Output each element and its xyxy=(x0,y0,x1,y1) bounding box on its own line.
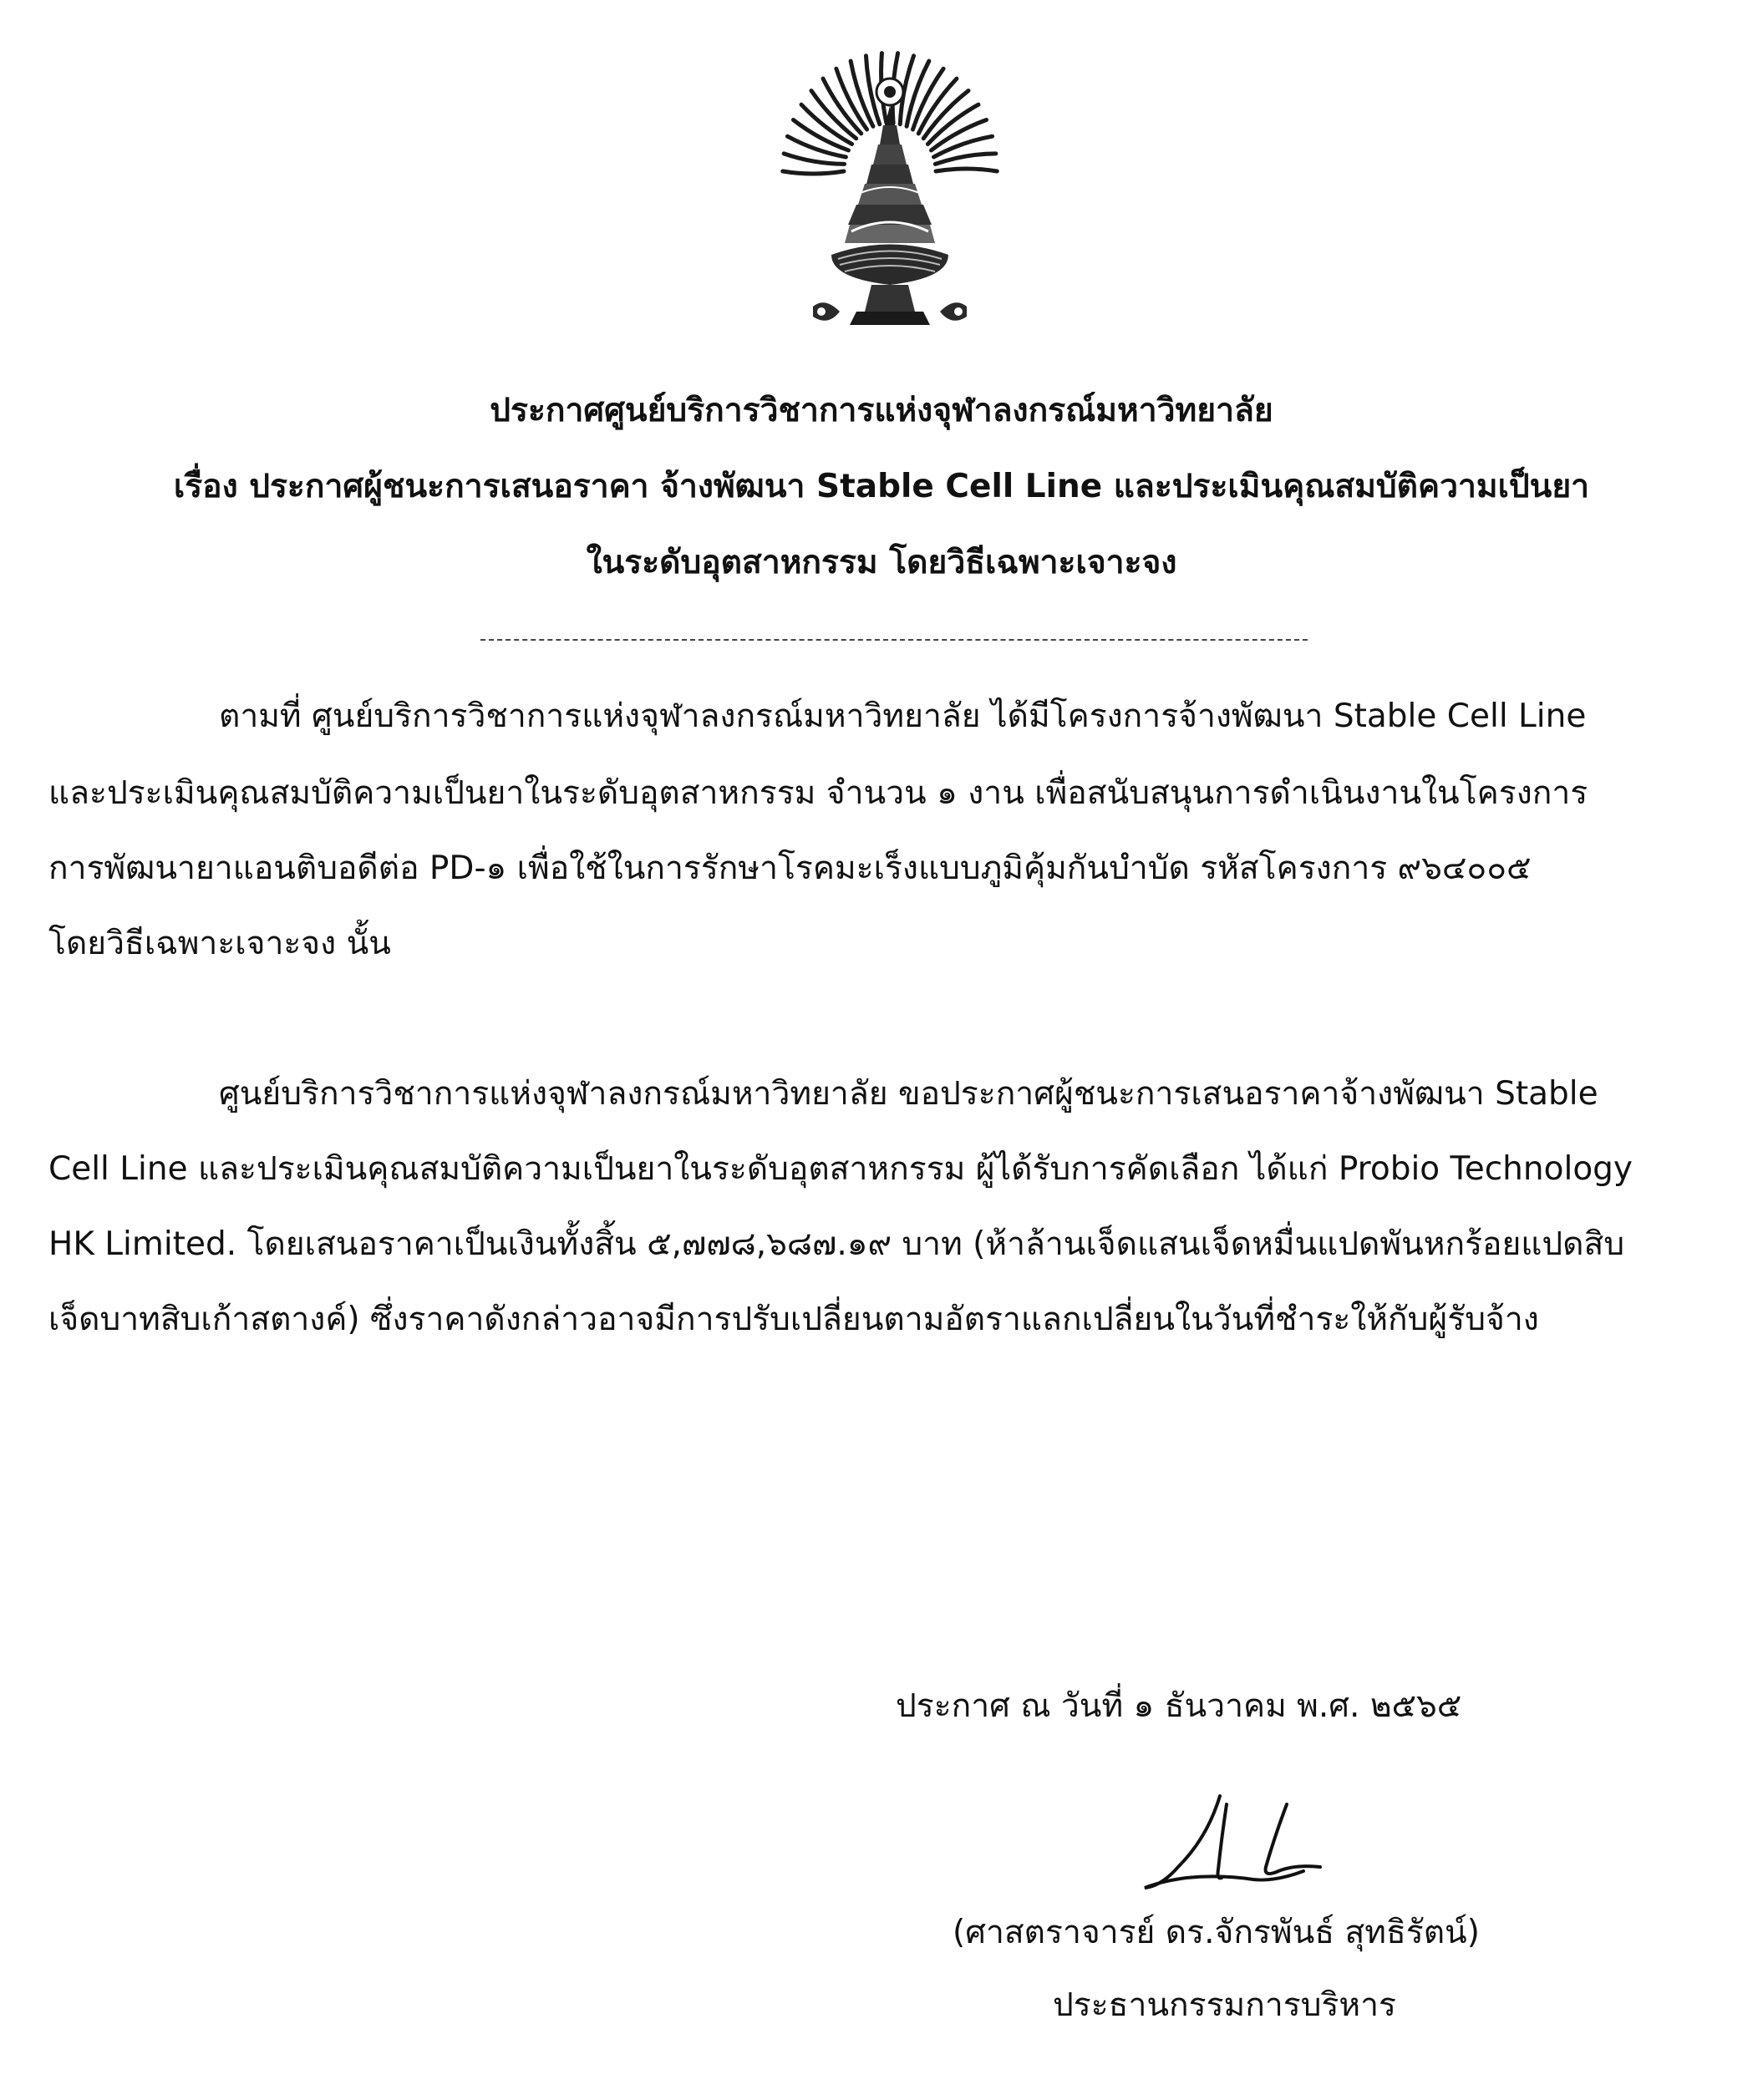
paragraph-1-line-2: และประเมินคุณสมบัติความเป็นยาในระดับอุตสาหกรรม จำนวน ๑ งาน เพื่อสนับสนุนการดำเนินงานในโครงการ xyxy=(48,774,1588,812)
paragraph-1-line-4: โดยวิธีเฉพาะเจาะจง นั้น xyxy=(48,925,391,962)
announcement-date: ประกาศ ณ วันที่ ๑ ธันวาคม พ.ศ. ๒๕๖๕ xyxy=(896,1687,1462,1725)
announcement-subject-line-2: ในระดับอุตสาหกรรม โดยวิธีเฉพาะเจาะจง xyxy=(586,544,1177,581)
paragraph-2-line-2: Cell Line และประเมินคุณสมบัติความเป็นยาในระดับอุตสาหกรรม ผู้ได้รับการคัดเลือก ได้แก่ Probio Technology xyxy=(48,1150,1633,1188)
paragraph-2-line-4: เจ็ดบาทสิบเก้าสตางค์) ซึ่งราคาดังกล่าวอาจมีการปรับเปลี่ยนตามอัตราแลกเปลี่ยนในวันที่ชำระให้กับผู้รับจ้าง xyxy=(48,1301,1539,1338)
paragraph-2-line-3: HK Limited. โดยเสนอราคาเป็นเงินทั้งสิ้น ๕,๗๗๘,๖๘๗.๑๙ บาท (ห้าล้านเจ็ดแสนเจ็ดหมื่นแปดพันหกร้อยแปดสิบ xyxy=(48,1225,1625,1263)
paragraph-2-line-1: ศูนย์บริการวิชาการแห่งจุฬาลงกรณ์มหาวิทยาลัย ขอประกาศผู้ชนะการเสนอราคาจ้างพัฒนา Stable xyxy=(219,1075,1598,1113)
paragraph-1-line-1: ตามที่ ศูนย์บริการวิชาการแห่งจุฬาลงกรณ์มหาวิทยาลัย ได้มีโครงการจ้างพัฒนา Stable Cell Line xyxy=(219,697,1587,735)
signatory-name: (ศาสตราจารย์ ดร.จักรพันธ์ สุทธิรัตน์) xyxy=(953,1914,1480,1951)
announcement-subject-line-1: เรื่อง ประกาศผู้ชนะการเสนอราคา จ้างพัฒนา Stable Cell Line และประเมินคุณสมบัติความเป็นยา xyxy=(173,468,1590,505)
chulalongkorn-university-emblem-icon xyxy=(773,46,1007,347)
paragraph-1-line-3: การพัฒนายาแอนติบอดีต่อ PD-๑ เพื่อใช้ในการรักษาโรคมะเร็งแบบภูมิคุ้มกันบำบัด รหัสโครงการ ๙๖๔๐๐๕ xyxy=(48,850,1532,887)
signatory-title: ประธานกรรมการบริหาร xyxy=(1053,1986,1396,2024)
handwritten-signature-icon xyxy=(1128,1788,1345,1896)
announcement-title: ประกาศศูนย์บริการวิชาการแห่งจุฬาลงกรณ์มหาวิทยาลัย xyxy=(490,392,1273,429)
dashed-divider xyxy=(480,639,1308,641)
